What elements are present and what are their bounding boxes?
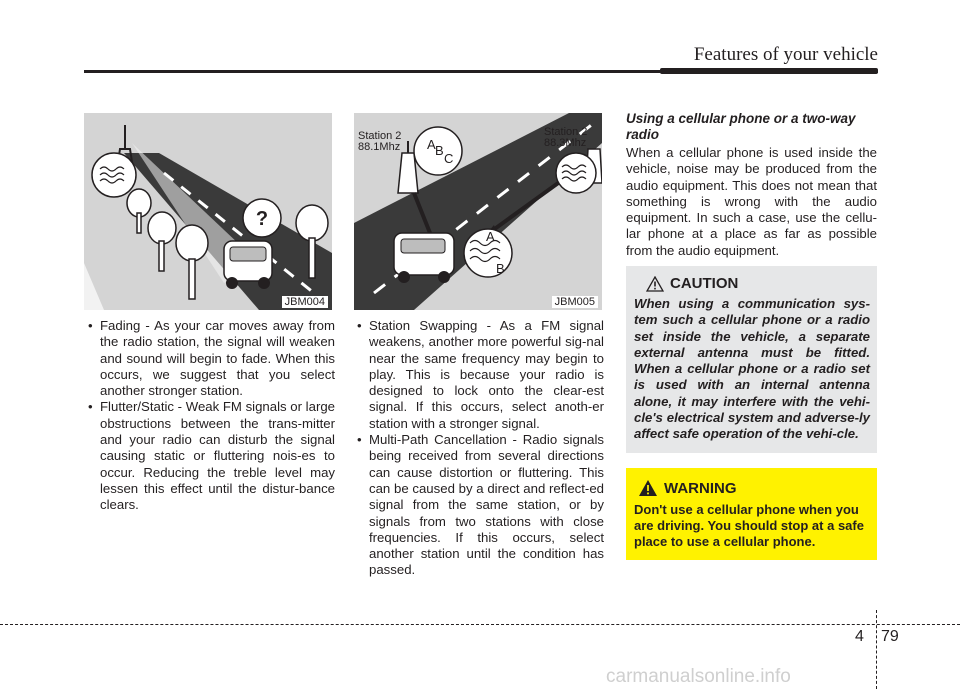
page-number: 79	[881, 628, 899, 645]
bullet-multi-path: • Multi-Path Cancellation - Radio signals being received from several directions can cause distortion or fluttering. This can be caused by a direct and reflect-ed signal from the same station, or by signals from two stations with close frequencies. If this occurs, select another station until the condition has passed.	[356, 432, 604, 579]
question-mark: ?	[255, 208, 269, 230]
signal-waves-icon	[92, 153, 136, 197]
warning-box	[626, 468, 877, 560]
cellular-phone-heading: Using a cellular phone or a two-way radio	[626, 111, 856, 142]
bullet-fading: • Fading - As your car moves away from the radio station, the signal will weaken and sound will begin to fade. When this occurs, we suggest that you select another stronger station.	[87, 318, 335, 399]
station-b-name: Station 2	[544, 126, 588, 138]
section-title: Features of your vehicle	[693, 44, 878, 65]
station-b-freq: 88.3Mhz	[544, 137, 587, 149]
caution-box	[626, 266, 877, 453]
interference-bubble-icon	[464, 229, 512, 277]
middle-bullet-list	[356, 318, 604, 579]
letter-c: C	[444, 151, 454, 166]
chapter-number: 4	[855, 628, 864, 645]
left-bullet-list	[87, 318, 335, 514]
letter-a: A	[427, 137, 436, 152]
signal-waves-icon	[556, 153, 596, 193]
cellular-phone-body: When a cellular phone is used inside the vehicle, noise may be produced from the audio equipment. This does not mean that something is wrong with the audio equipment. In such a case, use the cellu-lar phone at a place as far as possible from the audio equipment.	[626, 145, 877, 258]
station-a-name: Station 2	[358, 130, 402, 142]
fading-illustration	[84, 113, 332, 310]
warning-title-row	[638, 479, 737, 497]
bullet-station-swapping: • Station Swapping - As a FM signal weakens, another more powerful sig-nal near the same frequency may begin to play. This is because your radio is designed to lock onto the clear-est signal. If this occurs, select anoth-er station with a stronger signal.	[356, 318, 604, 432]
watermark: carmanualsonline.info	[606, 666, 791, 687]
figure-fading-illustration	[84, 113, 332, 310]
letter-b: B	[435, 143, 444, 158]
header-rule-accent	[660, 68, 878, 74]
figure-label-right: JBM005	[552, 296, 598, 308]
station-a-freq: 88.1Mhz	[358, 141, 401, 153]
interference-letter-a: A	[486, 229, 495, 244]
figure-label-left: JBM004	[282, 296, 328, 308]
bullet-flutter-static: • Flutter/Static - Weak FM signals or large obstructions between the trans-mitter and your radio can disturb the signal causing static or fluttering nois-es to occur. Reducing the treble level may lessen this effect until the distur-bance clears.	[87, 399, 335, 513]
caution-triangle-icon	[646, 276, 664, 292]
station-swapping-illustration	[354, 113, 602, 310]
warning-title: WARNING	[664, 479, 737, 497]
caution-title-row	[646, 275, 738, 292]
question-bubble-icon	[243, 199, 281, 237]
caution-title: CAUTION	[670, 275, 739, 292]
caution-text: When using a communication sys-tem such a cellular phone or a radio set inside the vehicle, a separate external antenna must be fitted. When a cellular phone or a radio set is used with an internal antenna alone, it may interfere with the vehi-cle's electrical system and adverse-ly affect safe operation of the vehi-cle.	[634, 296, 870, 442]
car-icon	[394, 233, 454, 283]
footer-page-divider	[876, 610, 877, 689]
warning-triangle-icon	[638, 479, 658, 497]
footer-dashed-rule	[0, 624, 960, 625]
interference-letter-b: B	[496, 261, 505, 276]
figure-station-swapping-illustration	[354, 113, 602, 310]
warning-text: Don't use a cellular phone when you are driving. You should stop at a safe place to use a cellular phone.	[634, 502, 864, 549]
